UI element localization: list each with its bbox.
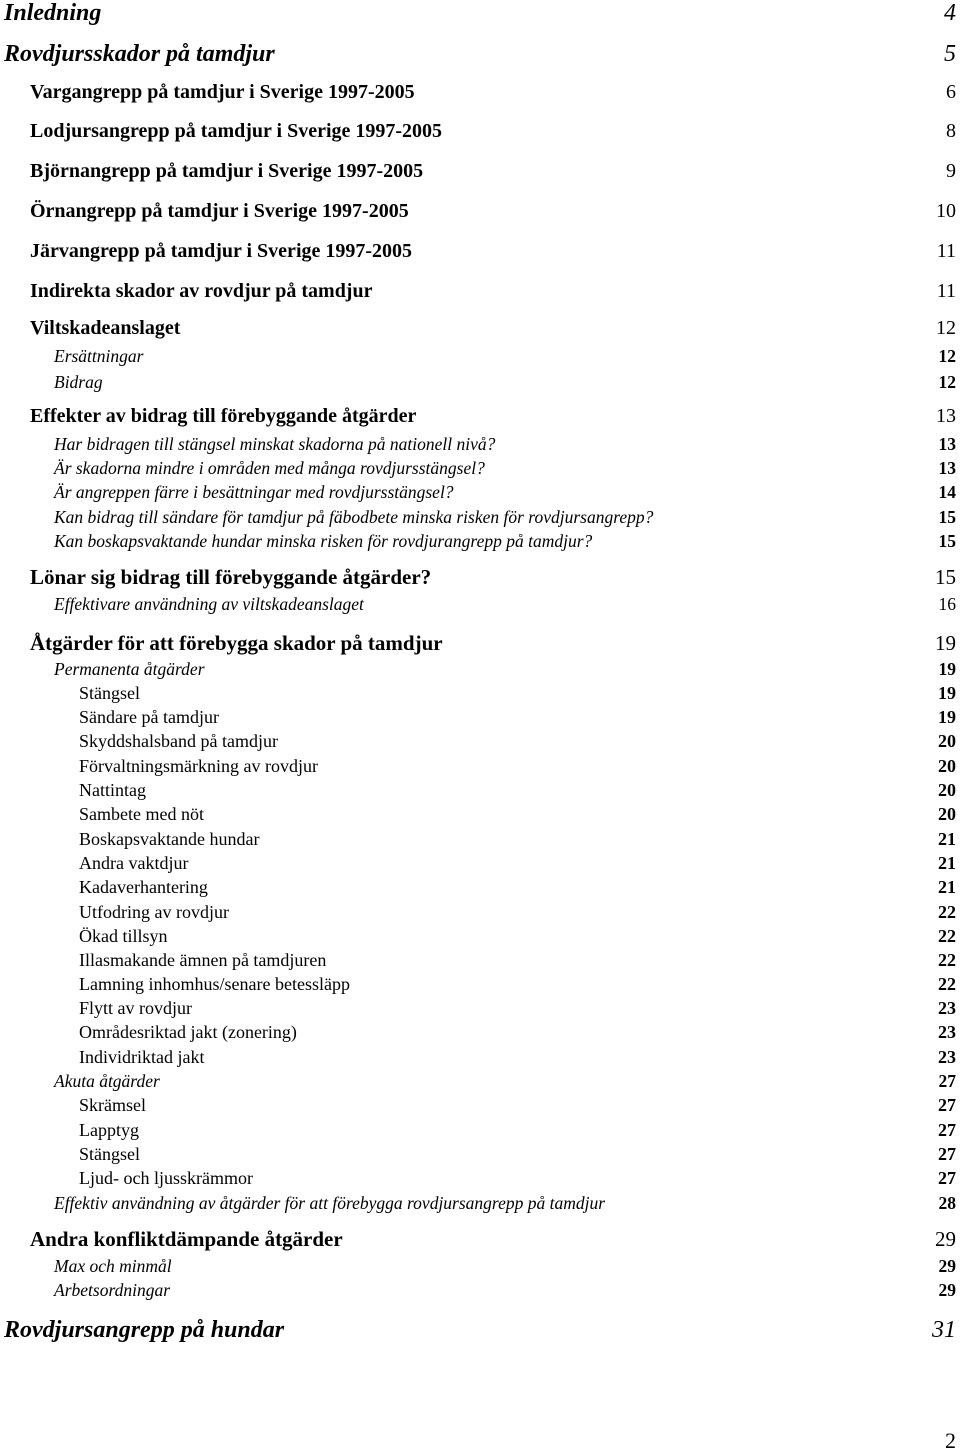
toc-entry-page: 19: [938, 707, 956, 727]
toc-entry-title: Utfodring av rovdjur: [79, 902, 229, 922]
toc-entry-page: 22: [938, 950, 956, 970]
toc-entry-page: 21: [938, 829, 956, 849]
toc-entry[interactable]: [54, 1071, 956, 1092]
toc-entry[interactable]: [54, 346, 956, 367]
toc-entry-title: Skyddshalsband på tamdjur: [79, 731, 278, 751]
toc-entry-title: Rovdjursangrepp på hundar: [4, 1317, 285, 1343]
toc-entry-page: 16: [938, 594, 956, 614]
toc-entry-page: 12: [936, 317, 956, 339]
toc-entry[interactable]: [54, 659, 956, 680]
toc-entry-title: Bidrag: [54, 372, 103, 392]
toc-entry-page: 27: [938, 1095, 956, 1115]
toc-entry-title: Ersättningar: [54, 346, 144, 366]
toc-entry-title: Effektiv användning av åtgärder för att förebygga rovdjursangrepp på tamdjur: [54, 1193, 606, 1213]
toc-entry[interactable]: [54, 458, 956, 479]
toc-entry-page: 28: [938, 1193, 956, 1213]
toc-entry-title: Andra vaktdjur: [79, 853, 189, 873]
toc-entry-page: 23: [938, 998, 956, 1018]
toc-entry[interactable]: [54, 1256, 956, 1277]
toc-entry-title: Indirekta skador av rovdjur på tamdjur: [30, 280, 373, 302]
toc-entry-page: 23: [938, 1047, 956, 1067]
toc-entry-title: Stängsel: [79, 1144, 140, 1164]
toc-entry[interactable]: [30, 120, 956, 143]
toc-entry[interactable]: [79, 950, 956, 971]
toc-entry-page: 8: [946, 120, 956, 142]
toc-entry-page: 31: [932, 1317, 956, 1343]
toc-entry-page: 15: [938, 507, 956, 527]
toc-entry-title: Viltskadeanslaget: [30, 317, 181, 339]
toc-entry[interactable]: [54, 594, 956, 615]
toc-entry-title: Effekter av bidrag till förebyggande åtgärder: [30, 405, 417, 427]
toc-entry-title: Områdesriktad jakt (zonering): [79, 1022, 297, 1042]
toc-entry[interactable]: [79, 1095, 956, 1116]
toc-entry-title: Har bidragen till stängsel minskat skadorna på nationell nivå?: [54, 434, 496, 454]
toc-entry-page: 27: [938, 1144, 956, 1164]
toc-entry-title: Lönar sig bidrag till förebyggande åtgärder?: [30, 565, 432, 589]
toc-entry[interactable]: [30, 631, 956, 656]
toc-entry-page: 27: [938, 1120, 956, 1140]
toc-entry[interactable]: [54, 1193, 956, 1214]
toc-entry-page: 13: [938, 458, 956, 478]
toc-entry-title: Individriktad jakt: [79, 1047, 205, 1067]
page-number: 2: [945, 1428, 956, 1453]
toc-entry-page: 29: [938, 1256, 956, 1276]
toc-entry-title: Flytt av rovdjur: [79, 998, 192, 1018]
toc-entry-page: 23: [938, 1022, 956, 1042]
toc-entry[interactable]: [79, 804, 956, 825]
toc-entry[interactable]: [79, 902, 956, 923]
toc-entry-title: Järvangrepp på tamdjur i Sverige 1997-2005: [30, 240, 413, 262]
toc-entry-title: Sändare på tamdjur: [79, 707, 219, 727]
toc-entry-page: 22: [938, 902, 956, 922]
toc-entry-title: Kan boskapsvaktande hundar minska risken för rovdjurangrepp på tamdjur?: [54, 531, 593, 551]
toc-entry[interactable]: [4, 41, 956, 68]
toc-entry[interactable]: [30, 160, 956, 183]
toc-entry-title: Andra konfliktdämpande åtgärder: [30, 1227, 343, 1251]
toc-entry-page: 12: [938, 346, 956, 366]
toc-entry-page: 10: [936, 200, 956, 222]
toc-entry-title: Kadaverhantering: [79, 877, 208, 897]
toc-entry[interactable]: [79, 1022, 956, 1043]
toc-entry-title: Effektivare användning av viltskadeanslaget: [54, 594, 364, 614]
toc-entry-title: Permanenta åtgärder: [54, 659, 205, 679]
toc-entry-title: Vargangrepp på tamdjur i Sverige 1997-2005: [30, 81, 415, 103]
toc-entry-title: Är skadorna mindre i områden med många rovdjursstängsel?: [54, 458, 485, 478]
toc-entry-title: Illasmakande ämnen på tamdjuren: [79, 950, 327, 970]
toc-entry-page: 29: [935, 1227, 956, 1251]
toc-entry-page: 21: [938, 853, 956, 873]
toc-entry[interactable]: [30, 1227, 956, 1252]
toc-entry-title: Nattintag: [79, 780, 146, 800]
toc-entry[interactable]: [79, 1120, 956, 1141]
toc-entry[interactable]: [30, 280, 956, 303]
toc-entry[interactable]: [54, 507, 956, 528]
toc-entry[interactable]: [54, 1280, 956, 1301]
toc-entry[interactable]: [54, 531, 956, 552]
toc-entry[interactable]: [54, 372, 956, 393]
toc-entry-title: Åtgärder för att förebygga skador på tamdjur: [30, 631, 443, 655]
toc-entry-page: 13: [936, 405, 956, 427]
toc-entry-page: 12: [938, 372, 956, 392]
toc-entry-page: 5: [944, 41, 956, 67]
toc-entry[interactable]: [79, 707, 956, 728]
toc-entry-page: 29: [938, 1280, 956, 1300]
toc-entry[interactable]: [79, 683, 956, 704]
toc-entry[interactable]: [79, 1144, 956, 1165]
toc-entry-title: Ökad tillsyn: [79, 926, 168, 946]
toc-entry[interactable]: [79, 877, 956, 898]
toc-entry[interactable]: [79, 731, 956, 752]
toc-entry-page: 13: [938, 434, 956, 454]
toc-entry-page: 11: [936, 240, 956, 262]
toc-entry-title: Lodjursangrepp på tamdjur i Sverige 1997-2005: [30, 120, 443, 142]
toc-entry-title: Förvaltningsmärkning av rovdjur: [79, 756, 318, 776]
toc-entry[interactable]: [30, 565, 956, 590]
toc-entry-title: Stängsel: [79, 683, 140, 703]
toc-entry[interactable]: [54, 482, 956, 503]
toc-entry-title: Örnangrepp på tamdjur i Sverige 1997-2005: [30, 200, 409, 222]
toc-entry[interactable]: [4, 0, 956, 27]
toc-entry-page: 21: [938, 877, 956, 897]
toc-entry-title: Boskapsvaktande hundar: [79, 829, 260, 849]
toc-entry[interactable]: [79, 1168, 956, 1189]
toc-entry-page: 20: [938, 780, 956, 800]
toc-entry[interactable]: [30, 240, 956, 263]
toc-entry-title: Sambete med nöt: [79, 804, 204, 824]
toc-entry-title: Kan bidrag till sändare för tamdjur på fäbodbete minska risken för rovdjursangrepp?: [54, 507, 654, 527]
toc-entry[interactable]: [79, 998, 956, 1019]
toc-entry[interactable]: [30, 81, 956, 104]
toc-entry[interactable]: [79, 926, 956, 947]
toc-entry-page: 22: [938, 926, 956, 946]
toc-entry[interactable]: [4, 1317, 956, 1344]
toc-entry-page: 20: [938, 804, 956, 824]
toc-entry-page: 20: [938, 756, 956, 776]
toc-entry-page: 14: [938, 482, 956, 502]
toc-entry[interactable]: [79, 853, 956, 874]
toc-entry-page: 9: [946, 160, 956, 182]
toc-entry[interactable]: [30, 317, 956, 340]
toc-entry-page: 19: [938, 659, 956, 679]
toc-entry-page: 27: [938, 1168, 956, 1188]
toc-entry[interactable]: [79, 1047, 956, 1068]
toc-entry-title: Är angreppen färre i besättningar med rovdjursstängsel?: [54, 482, 454, 502]
toc-entry[interactable]: [30, 200, 956, 223]
toc-entry-title: Akuta åtgärder: [54, 1071, 160, 1091]
toc-entry-page: 22: [938, 974, 956, 994]
toc-entry-title: Lapptyg: [79, 1120, 139, 1140]
toc-entry-page: 27: [938, 1071, 956, 1091]
toc-entry-title: Ljud- och ljusskrämmor: [79, 1168, 253, 1188]
toc-entry-page: 15: [938, 531, 956, 551]
toc-entry-title: Skrämsel: [79, 1095, 146, 1115]
toc-entry-title: Max och minmål: [54, 1256, 172, 1276]
toc-entry-page: 4: [944, 0, 956, 26]
toc-entry-title: Arbetsordningar: [54, 1280, 171, 1300]
toc-entry-page: 11: [936, 280, 956, 302]
toc-entry[interactable]: [79, 756, 956, 777]
toc-entry-title: Inledning: [4, 0, 102, 26]
toc-entry-page: 6: [946, 81, 956, 103]
toc-entry-page: 19: [938, 683, 956, 703]
toc-entry[interactable]: [54, 434, 956, 455]
toc-entry[interactable]: [79, 829, 956, 850]
toc-entry-title: Lamning inhomhus/senare betessläpp: [79, 974, 350, 994]
toc-entry-page: 15: [935, 565, 956, 589]
toc-entry-page: 20: [938, 731, 956, 751]
toc-entry-page: 19: [935, 631, 956, 655]
toc-entry-title: Björnangrepp på tamdjur i Sverige 1997-2005: [30, 160, 424, 182]
toc-entry[interactable]: [79, 974, 956, 995]
toc-entry[interactable]: [79, 780, 956, 801]
toc-entry-title: Rovdjursskador på tamdjur: [4, 41, 275, 67]
toc-entry[interactable]: [30, 405, 956, 428]
